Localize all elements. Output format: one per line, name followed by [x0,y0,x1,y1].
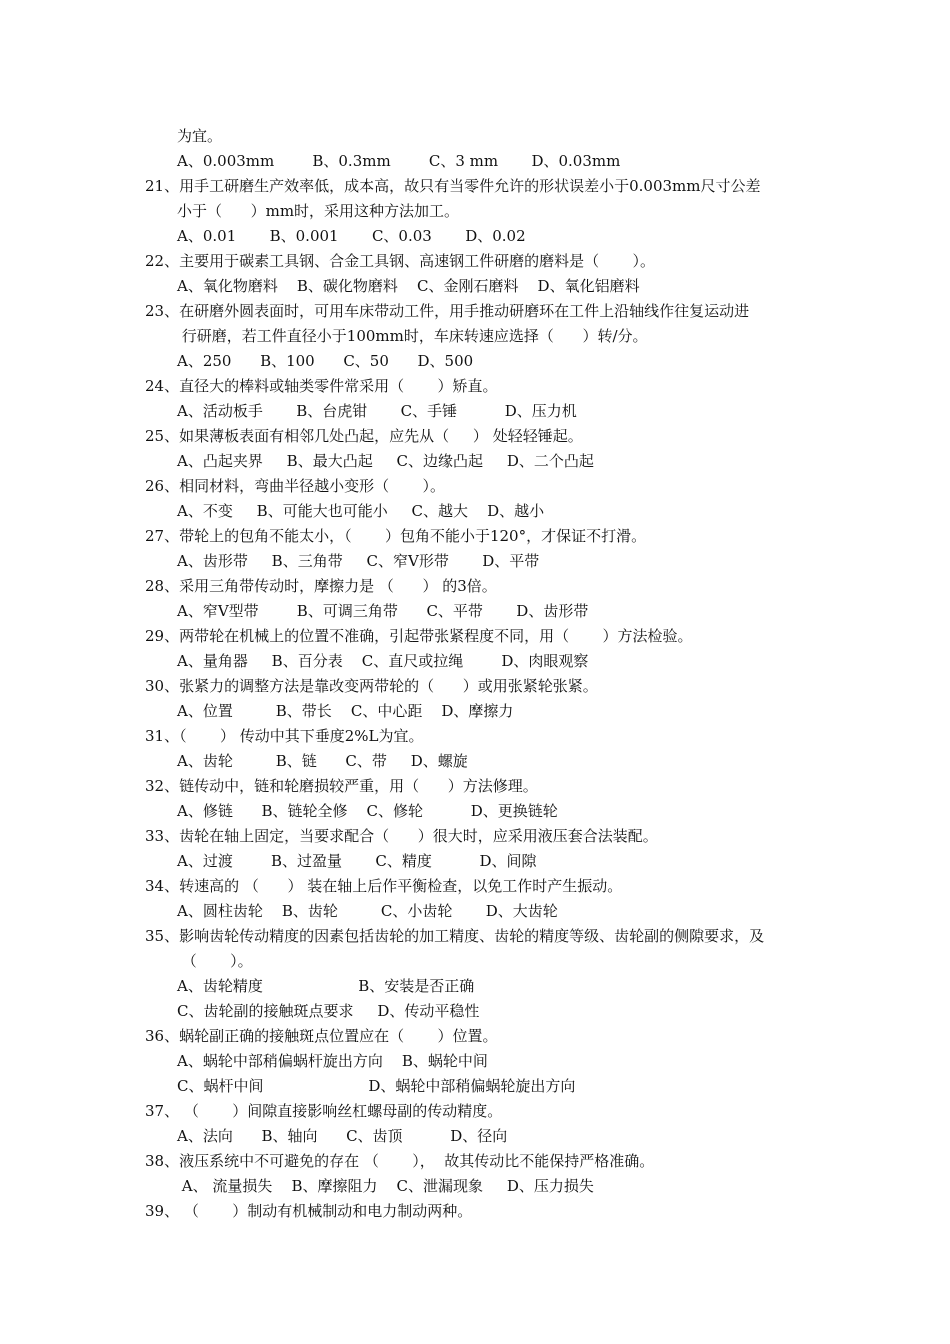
options-line: C、蜗杆中间 D、蜗轮中部稍偏蜗轮旋出方向 [177,1077,576,1095]
options-line: A、0.01 B、0.001 C、0.03 D、0.02 [177,227,526,245]
options-line: A、法向 B、轴向 C、齿顶 D、径向 [177,1127,508,1145]
question-line: 35、影响齿轮传动精度的因素包括齿轮的加工精度、齿轮的精度等级、齿轮副的侧隙要求，及 [145,927,765,945]
options-line: A、不变 B、可能大也可能小 C、越大 D、越小 [177,502,545,520]
options-line: A、蜗轮中部稍偏蜗杆旋出方向 B、蜗轮中间 [177,1052,488,1070]
question-continuation: 为宜。 [177,127,223,145]
options-line: A、修链 B、链轮全修 C、修轮 D、更换链轮 [177,802,558,820]
question-line: 29、两带轮在机械上的位置不准确，引起带张紧程度不同，用（ ）方法检验。 [145,627,693,645]
options-line: A、过渡 B、过盈量 C、精度 D、间隙 [177,852,537,870]
options-line: C、齿轮副的接触斑点要求 D、传动平稳性 [177,1002,480,1020]
options-line: A、齿轮精度 B、安装是否正确 [177,977,475,995]
question-line: 27、带轮上的包角不能太小，（ ）包角不能小于120°，才保证不打滑。 [145,527,647,545]
options-line: A、活动板手 B、台虎钳 C、手锤 D、压力机 [177,402,577,420]
question-line: 36、蜗轮副正确的接触斑点位置应在（ ）位置。 [145,1027,498,1045]
options-line: A、窄V型带 B、可调三角带 C、平带 D、齿形带 [177,602,589,620]
question-line: 23、在研磨外圆表面时，可用车床带动工件，用手推动研磨环在工件上沿轴线作往复运动进 [145,302,750,320]
options-line: A、齿形带 B、三角带 C、窄V形带 D、平带 [177,552,540,570]
options-line: A、位置 B、带长 C、中心距 D、摩擦力 [177,702,514,720]
options-line: A、0.003mm B、0.3mm C、3 mm D、0.03mm [177,152,621,170]
options-line: A、量角器 B、百分表 C、直尺或拉绳 D、肉眼观察 [177,652,589,670]
question-line: 21、用手工研磨生产效率低，成本高，故只有当零件允许的形状误差小于0.003mm尺寸公差 [145,177,761,195]
question-continuation: （ ）。 [177,952,253,970]
question-line: 31、（ ） 传动中其下垂度2%L为宜。 [145,727,424,745]
question-line: 24、直径大的棒料或轴类零件常采用（ ）矫直。 [145,377,498,395]
question-line: 25、如果薄板表面有相邻几处凸起，应先从（ ） 处轻轻锤起。 [145,427,583,445]
question-continuation: 小于（ ）mm时，采用这种方法加工。 [177,202,460,220]
options-line: A、凸起夹界 B、最大凸起 C、边缘凸起 D、二个凸起 [177,452,594,470]
question-line: 39、 （ ）制动有机械制动和电力制动两种。 [145,1202,473,1220]
options-line: A、250 B、100 C、50 D、500 [177,352,474,370]
options-line: A、 流量损失 B、摩擦阻力 C、泄漏现象 D、压力损失 [177,1177,594,1195]
options-line: A、氧化物磨料 B、碳化物磨料 C、金刚石磨料 D、氧化铝磨料 [177,277,640,295]
question-line: 30、张紧力的调整方法是靠改变两带轮的（ ）或用张紧轮张紧。 [145,677,598,695]
question-line: 22、主要用于碳素工具钢、合金工具钢、高速钢工件研磨的磨料是（ ）。 [145,252,655,270]
question-list [145,124,825,1224]
question-line: 37、 （ ）间隙直接影响丝杠螺母副的传动精度。 [145,1102,503,1120]
question-line: 28、采用三角带传动时，摩擦力是 （ ） 的3倍。 [145,577,497,595]
question-line: 34、转速高的 （ ） 装在轴上后作平衡检查，以免工作时产生振动。 [145,877,623,895]
question-continuation: 行研磨，若工件直径小于100mm时，车床转速应选择（ ）转/分。 [177,327,648,345]
question-line: 26、相同材料，弯曲半径越小变形（ ）。 [145,477,445,495]
question-line: 38、液压系统中不可避免的存在 （ ）， 故其传动比不能保持严格准确。 [145,1152,655,1170]
question-line: 33、齿轮在轴上固定，当要求配合（ ）很大时，应采用液压套合法装配。 [145,827,658,845]
question-line: 32、链传动中，链和轮磨损较严重，用（ ）方法修理。 [145,777,538,795]
options-line: A、齿轮 B、链 C、带 D、螺旋 [177,752,468,770]
options-line: A、圆柱齿轮 B、齿轮 C、小齿轮 D、大齿轮 [177,902,558,920]
